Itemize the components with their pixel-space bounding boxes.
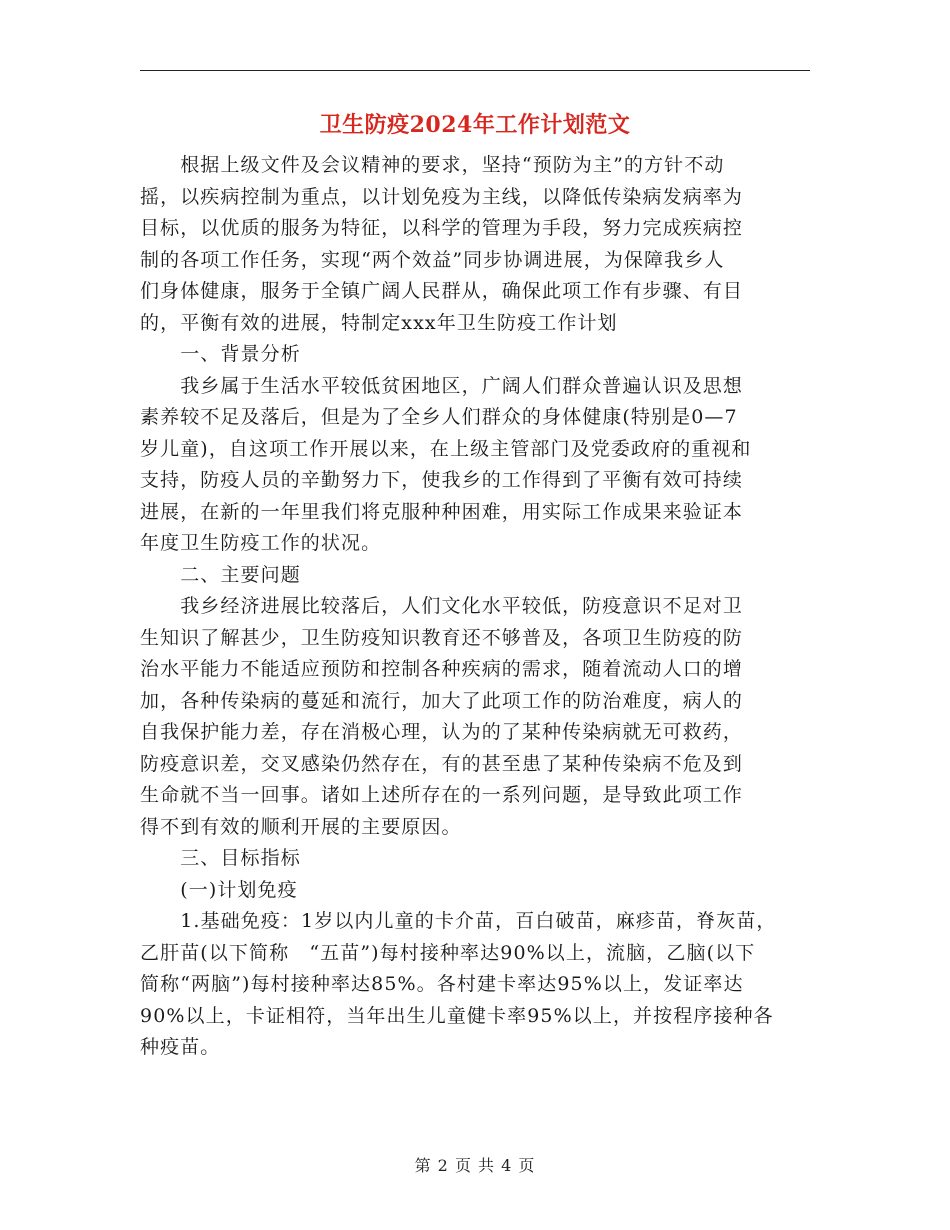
text-line: 一、背景分析 <box>140 343 301 365</box>
text-line: 1.基础免疫：1岁以内儿童的卡介苗，百白破苗，麻疹苗，脊灰苗， <box>140 910 777 932</box>
text-line: 我乡经济进展比较落后，人们文化水平较低，防疫意识不足对卫 <box>140 595 744 617</box>
document-title: 卫生防疫2024年工作计划范文 <box>319 112 631 138</box>
text-line: 摇，以疾病控制为重点，以计划免疫为主线，以降低传染病发病率为 <box>140 185 744 208</box>
text-line: 自我保护能力差，存在消极心理，认为的了某种传染病就无可救药， <box>140 721 744 743</box>
text-line: 目标，以优质的服务为特征，以科学的管理为手段，努力完成疾病控 <box>140 217 744 239</box>
text-line: 二、主要问题 <box>140 563 301 586</box>
text-line: 三、目标指标 <box>140 847 301 869</box>
text-line: 岁儿童)，自这项工作开展以来，在上级主管部门及党委政府的重视和 <box>140 437 752 460</box>
text-line: (一)计划免疫 <box>140 878 298 901</box>
text-line: 90%以上，卡证相符，当年出生儿童健卡率95%以上，并按程序接种各 <box>140 1004 774 1027</box>
text-line: 我乡属于生活水平较低贫困地区，广阔人们群众普遍认识及思想 <box>140 374 744 397</box>
text-line: 加，各种传染病的蔓延和流行，加大了此项工作的防治难度，病人的 <box>140 689 744 712</box>
text-line: 治水平能力不能适应预防和控制各种疾病的需求，随着流动人口的增 <box>140 658 744 680</box>
text-line: 简称“两脑”)每村接种率达85%。各村建卡率达95%以上，发证率达 <box>140 973 744 995</box>
text-line: 年度卫生防疫工作的状况。 <box>140 532 382 554</box>
page-footer: 第 2 页 共 4 页 <box>414 1156 536 1175</box>
text-line: 根据上级文件及会议精神的要求，坚持“预防为主”的方针不动 <box>140 154 725 176</box>
text-line: 生命就不当一回事。诸如上述所存在的一系列问题，是导致此项工作 <box>140 784 744 806</box>
text-line: 生知识了解甚少，卫生防疫知识教育还不够普及，各项卫生防疫的防 <box>140 626 744 649</box>
text-line: 种疫苗。 <box>140 1036 221 1058</box>
text-line: 支持，防疫人员的辛勤努力下，使我乡的工作得到了平衡有效可持续 <box>140 469 744 491</box>
text-line: 们身体健康，服务于全镇广阔人民群从，确保此项工作有步骤、有目 <box>140 280 744 302</box>
text-line: 素养较不足及落后，但是为了全乡人们群众的身体健康(特别是0—7 <box>140 406 738 428</box>
text-line: 得不到有效的顺利开展的主要原因。 <box>140 815 462 838</box>
header-rule <box>140 70 810 71</box>
document-body <box>140 150 820 1064</box>
text-line: 防疫意识差，交叉感染仍然存在，有的甚至患了某种传染病不危及到 <box>140 752 744 775</box>
text-line: 乙肝苗(以下简称 “五苗”)每村接种率达90%以上，流脑，乙脑(以下 <box>140 941 756 964</box>
text-line: 的，平衡有效的进展，特制定xxx年卫生防疫工作计划 <box>140 311 618 334</box>
text-line: 制的各项工作任务，实现“两个效益”同步协调进展，为保障我乡人 <box>140 248 725 271</box>
text-line: 进展，在新的一年里我们将克服种种困难，用实际工作成果来验证本 <box>140 500 744 523</box>
